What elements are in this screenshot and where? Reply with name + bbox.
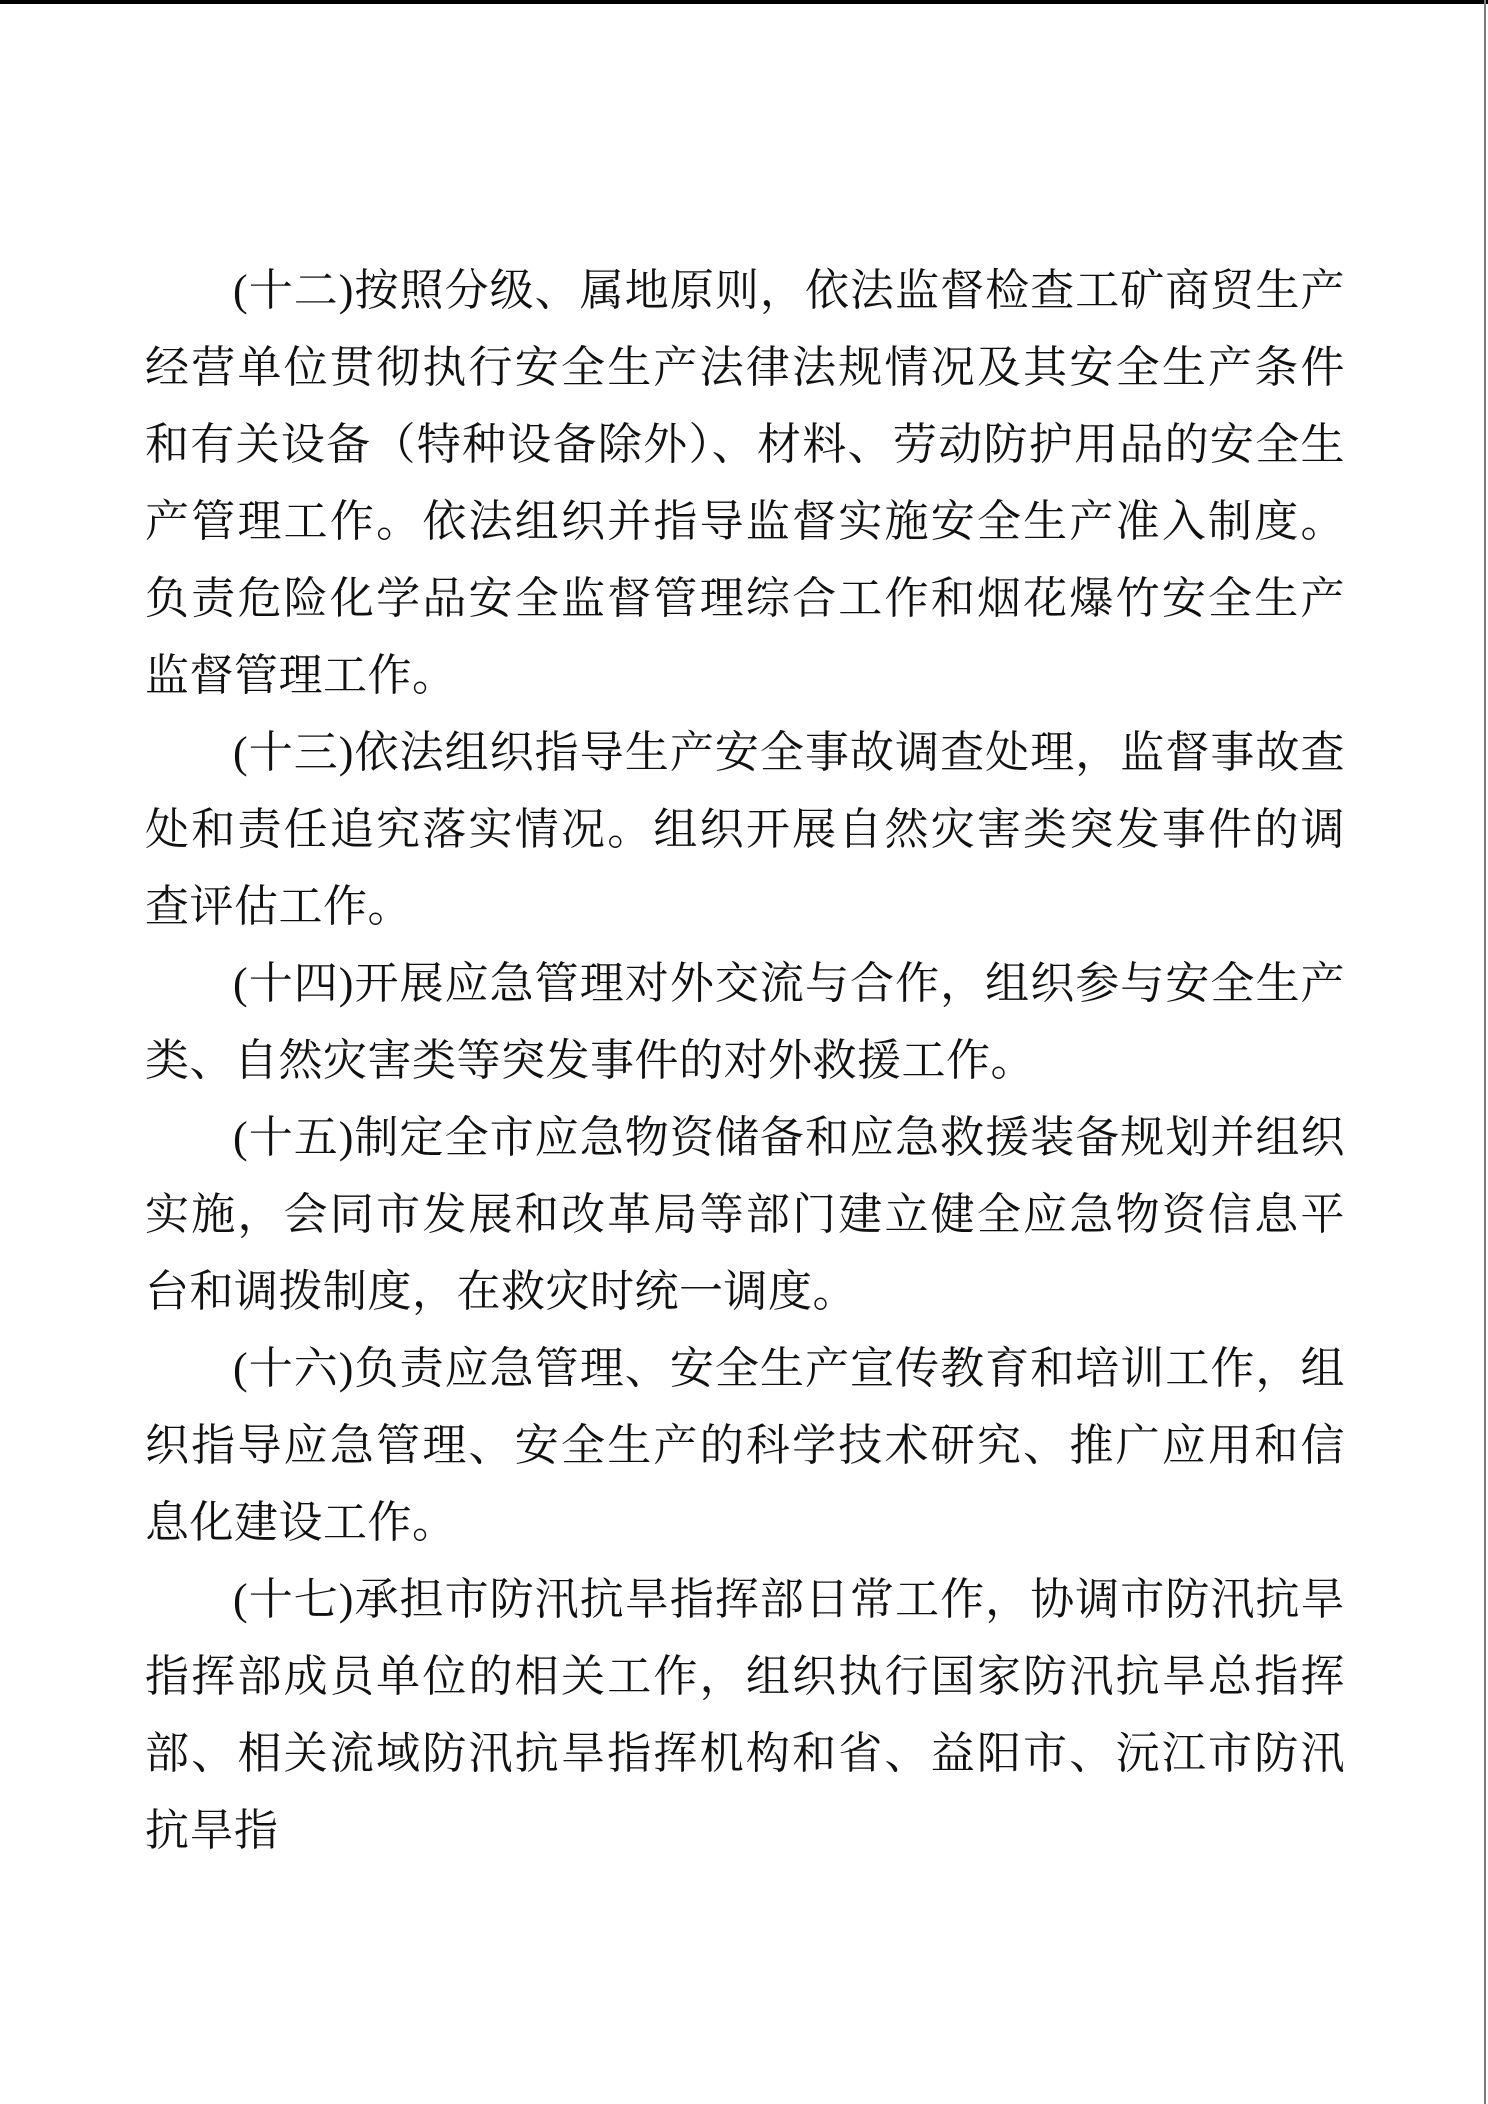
page-right-edge-line bbox=[1484, 0, 1486, 2104]
page-top-edge-line bbox=[0, 0, 1488, 4]
paragraph-item-16: (十六)负责应急管理、安全生产宣传教育和培训工作，组织指导应急管理、安全生产的科学技术研究、推广应用和信息化建设工作。 bbox=[145, 1344, 1345, 1547]
paragraph-item-14: (十四)开展应急管理对外交流与合作，组织参与安全生产类、自然灾害类等突发事件的对外救援工作。 bbox=[145, 959, 1345, 1085]
paragraph-item-15: (十五)制定全市应急物资储备和应急救援装备规划并组织实施，会同市发展和改革局等部门建立健全应急物资信息平台和调拨制度，在救灾时统一调度。 bbox=[145, 1113, 1345, 1316]
paragraph-item-12: (十二)按照分级、属地原则，依法监督检查工矿商贸生产经营单位贯彻执行安全生产法律法规情况及其安全生产条件和有关设备（特种设备除外）、材料、劳动防护用品的安全生产管理工作。依法组织并指导监督实施安全生产准入制度。负责危险化学品安全监督管理综合工作和烟花爆竹安全生产监督管理工作。 bbox=[145, 266, 1345, 700]
document-body bbox=[145, 252, 1345, 1869]
paragraph-item-17: (十七)承担市防汛抗旱指挥部日常工作，协调市防汛抗旱指挥部成员单位的相关工作，组织执行国家防汛抗旱总指挥部、相关流域防汛抗旱指挥机构和省、益阳市、沅江市防汛抗旱指 bbox=[145, 1575, 1345, 1855]
paragraph-item-13: (十三)依法组织指导生产安全事故调查处理，监督事故查处和责任追究落实情况。组织开展自然灾害类突发事件的调查评估工作。 bbox=[145, 728, 1345, 931]
